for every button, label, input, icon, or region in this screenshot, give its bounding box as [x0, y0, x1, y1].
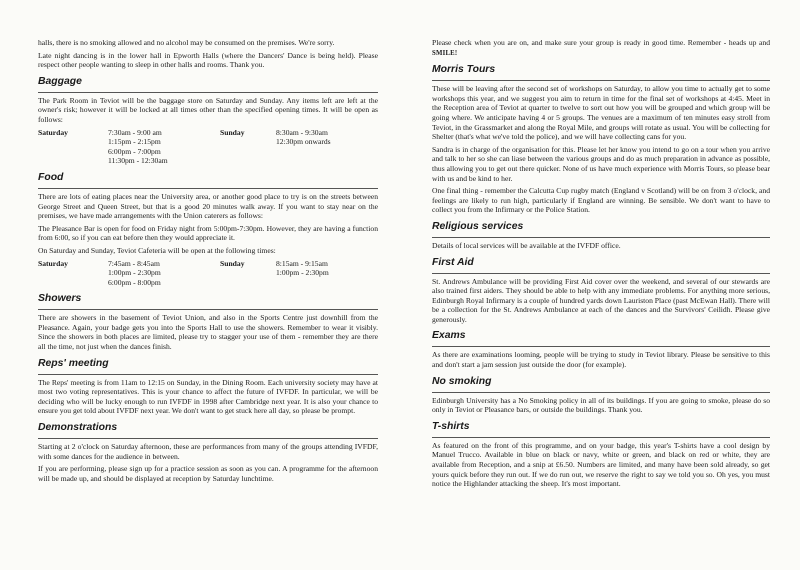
- firstaid-text: St. Andrews Ambulance will be providing First Aid cover over the weekend, and several of our stewards are also trained first aiders. They should be able to help with any immediate problems. For anything more serious, Edinburgh Royal Infirmary is a couple of hundred yards down Lauriston Place (past McEwan Hall). There will be a collection for the St. Andrews Ambulance at each of the dances and the Survivors' Ceilidh. Please give generously.: [432, 276, 770, 324]
- morris-text-2: Sandra is in charge of the organisation for this. Please let her know you intend to go on a tour when you arrive and talk to her so she can liase between the various groups and do as much preparation in advance as possible, thus allowing you to get out there quicker. None of us have much experience with Morris Tours, so please bear with us and be kind to her.: [432, 144, 770, 183]
- morris-rule: [432, 80, 770, 81]
- food-heading: Food: [38, 171, 64, 183]
- demos-continued-text: Please check when you are on, and make sure your group is ready in good time. Remember - heads up and: [432, 38, 770, 47]
- religious-text: Details of local services will be available at the IVFDF office.: [432, 240, 621, 250]
- time-slot: 1:00pm - 2:30pm: [108, 268, 161, 278]
- exams-heading: Exams: [432, 330, 466, 342]
- right-column: [432, 38, 770, 492]
- demos-text-1: Starting at 2 o'clock on Saturday afternoon, these are performances from many of the groups attending IVFDF, with some dances for the audience in between.: [38, 442, 378, 461]
- food-rule: [38, 188, 378, 189]
- food-text-2: The Pleasance Bar is open for food on Friday night from 5:00pm-7:30pm. However, they are having a function from 6:00, so if you can eat before then they would appreciate it.: [38, 223, 378, 243]
- baggage-heading: Baggage: [38, 75, 82, 87]
- left-column: [38, 38, 378, 486]
- baggage-schedule: [38, 128, 378, 166]
- time-slot: 1:15pm - 2:15pm: [108, 137, 161, 147]
- baggage-day-sunday: Sunday: [220, 127, 245, 137]
- religious-rule: [432, 237, 770, 238]
- food-day-saturday: Saturday: [38, 258, 68, 268]
- showers-text: There are showers in the basement of Teviot Union, and also in the Sports Centre just downhill from the Pleasance. Again, your badge gets you into the Sports Hall to use the showers. Remember to wear it visibly. Since the showers in both places are limited, please try to stagger your use of them - remember they are there all the time, not just when the dances finish.: [38, 313, 378, 352]
- exams-rule: [432, 346, 770, 347]
- time-slot: 1:00pm - 2:30pm: [276, 268, 329, 278]
- intro-paragraph: halls, there is no smoking allowed and no alcohol may be consumed on the premises. We're sorry.: [38, 38, 335, 47]
- food-text-1: There are lots of eating places near the University area, or another good place to try is on the streets between George Street and Queen Street, but that is a good 20 minutes walk away. If you want to stay near on the premises, we have made arrangements with the Union caterers as follows:: [38, 191, 378, 221]
- time-slot: 12:30pm onwards: [276, 137, 331, 147]
- food-schedule: [38, 259, 378, 288]
- tshirts-rule: [432, 437, 770, 438]
- reps-rule: [38, 374, 378, 375]
- morris-text-3: One final thing - remember the Calcutta Cup rugby match (England v Scotland) will be on from 3 o'clock, and feelings are likely to run high, particularly if England are winning. Be sensible. We don't want to have to collect you from the Infirmary or the Police Station.: [432, 186, 770, 215]
- time-slot: 11:30pm - 12:30am: [108, 156, 168, 166]
- demos-rule: [38, 438, 378, 439]
- exams-text: As there are examinations looming, people will be trying to study in Teviot library. Please be sensitive to this and don't start a jam session just outside the door (for example).: [432, 350, 770, 370]
- reps-heading: Reps' meeting: [38, 357, 109, 369]
- late-night-paragraph: Late night dancing is in the lower hall in Epworth Halls (where the Dancers' Dance is being held). Please respect other people wanting to sleep in other halls and rooms. Thank you.: [38, 50, 378, 70]
- tshirts-text: As featured on the front of this programme, and on your badge, this year's T-shirts have a cool design by Manuel Trucco. Available in blue on black or navy, white or green, and black on red or white, they are available from Reception, and a snip at £6.50. Numbers are limited, and many have been sold already, so get yours quick before they run out. If we do run out, we reserve the right to say we told you so. Oh yes, you must notice the Highlander attacking the sheep. It's most important.: [432, 440, 770, 489]
- baggage-rule: [38, 92, 378, 93]
- morris-heading: Morris Tours: [432, 64, 496, 76]
- time-slot: 8:30am - 9:30am: [276, 127, 328, 137]
- baggage-day-saturday: Saturday: [38, 127, 68, 137]
- baggage-saturday-times: [108, 128, 220, 166]
- showers-rule: [38, 309, 378, 310]
- time-slot: 7:45am - 8:45am: [108, 258, 160, 268]
- time-slot: 6:00pm - 8:00pm: [108, 277, 161, 287]
- demos-heading: Demonstrations: [38, 422, 118, 434]
- baggage-text: The Park Room in Teviot will be the baggage store on Saturday and Sunday. Any items left are left at the owner's risk; however it will be locked at all times other than the specified opening times. It will be open as follows:: [38, 95, 378, 124]
- food-day-sunday: Sunday: [220, 258, 245, 268]
- morris-text-1: These will be leaving after the second set of workshops on Saturday, to allow you time to actually get to some workshops this year, and we suggest you aim to return in time for the final set of workshops at 4:45. Meet in the Reception area of Teviot at quarter to twelve to sort out how you will be grouped and which group will be going where. We anticipate having 4 or 5 groups. The venues are a maximum of ten minutes easy stroll from Teviot, in the Grassmarket and along the Royal Mile, and groups will rotate as usual. You will be collecting for Shelter (that's what we've told the police), and we will have collecting cans for you.: [432, 84, 770, 142]
- nosmoking-heading: No smoking: [432, 375, 492, 387]
- time-slot: 6:00pm - 7:00pm: [108, 146, 161, 156]
- firstaid-rule: [432, 273, 770, 274]
- time-slot: 8:15am - 9:15am: [276, 258, 328, 268]
- smile-text: SMILE!: [432, 49, 458, 57]
- time-slot: 7:30am - 9:00 am: [108, 127, 162, 137]
- nosmoking-text: Edinburgh University has a No Smoking policy in all of its buildings. If you are going to smoke, please do so only in Teviot or Pleasance bars, or outside the buildings. Thank you.: [432, 395, 770, 415]
- baggage-sunday-times: [276, 128, 376, 166]
- religious-heading: Religious services: [432, 220, 524, 232]
- nosmoking-rule: [432, 392, 770, 393]
- firstaid-heading: First Aid: [432, 256, 474, 268]
- reps-text: The Reps' meeting is from 11am to 12:15 on Sunday, in the Dining Room. Each university society may have at most two voting representatives. This is your chance to affect the future of IVFDF. In particular, we will be deciding who will be lucky enough to run IVFDF in 1998 after Cambridge next year. It is also your chance to ensure you get told about IVFDF next year. We don't want to get stuck here all day, so please be prompt.: [38, 377, 378, 416]
- demos-text-2: If you are performing, please sign up for a practice session as soon as you can. A programme for the afternoon will be made up, and should be displayed at reception by Saturday lunchtime.: [38, 464, 378, 483]
- demos-continued: [432, 38, 770, 58]
- tshirts-heading: T-shirts: [432, 420, 470, 432]
- food-saturday-times: [108, 259, 220, 288]
- food-sunday-times: [276, 259, 376, 288]
- showers-heading: Showers: [38, 293, 82, 305]
- food-text-3: On Saturday and Sunday, Teviot Cafeteria will be open at the following times:: [38, 245, 276, 255]
